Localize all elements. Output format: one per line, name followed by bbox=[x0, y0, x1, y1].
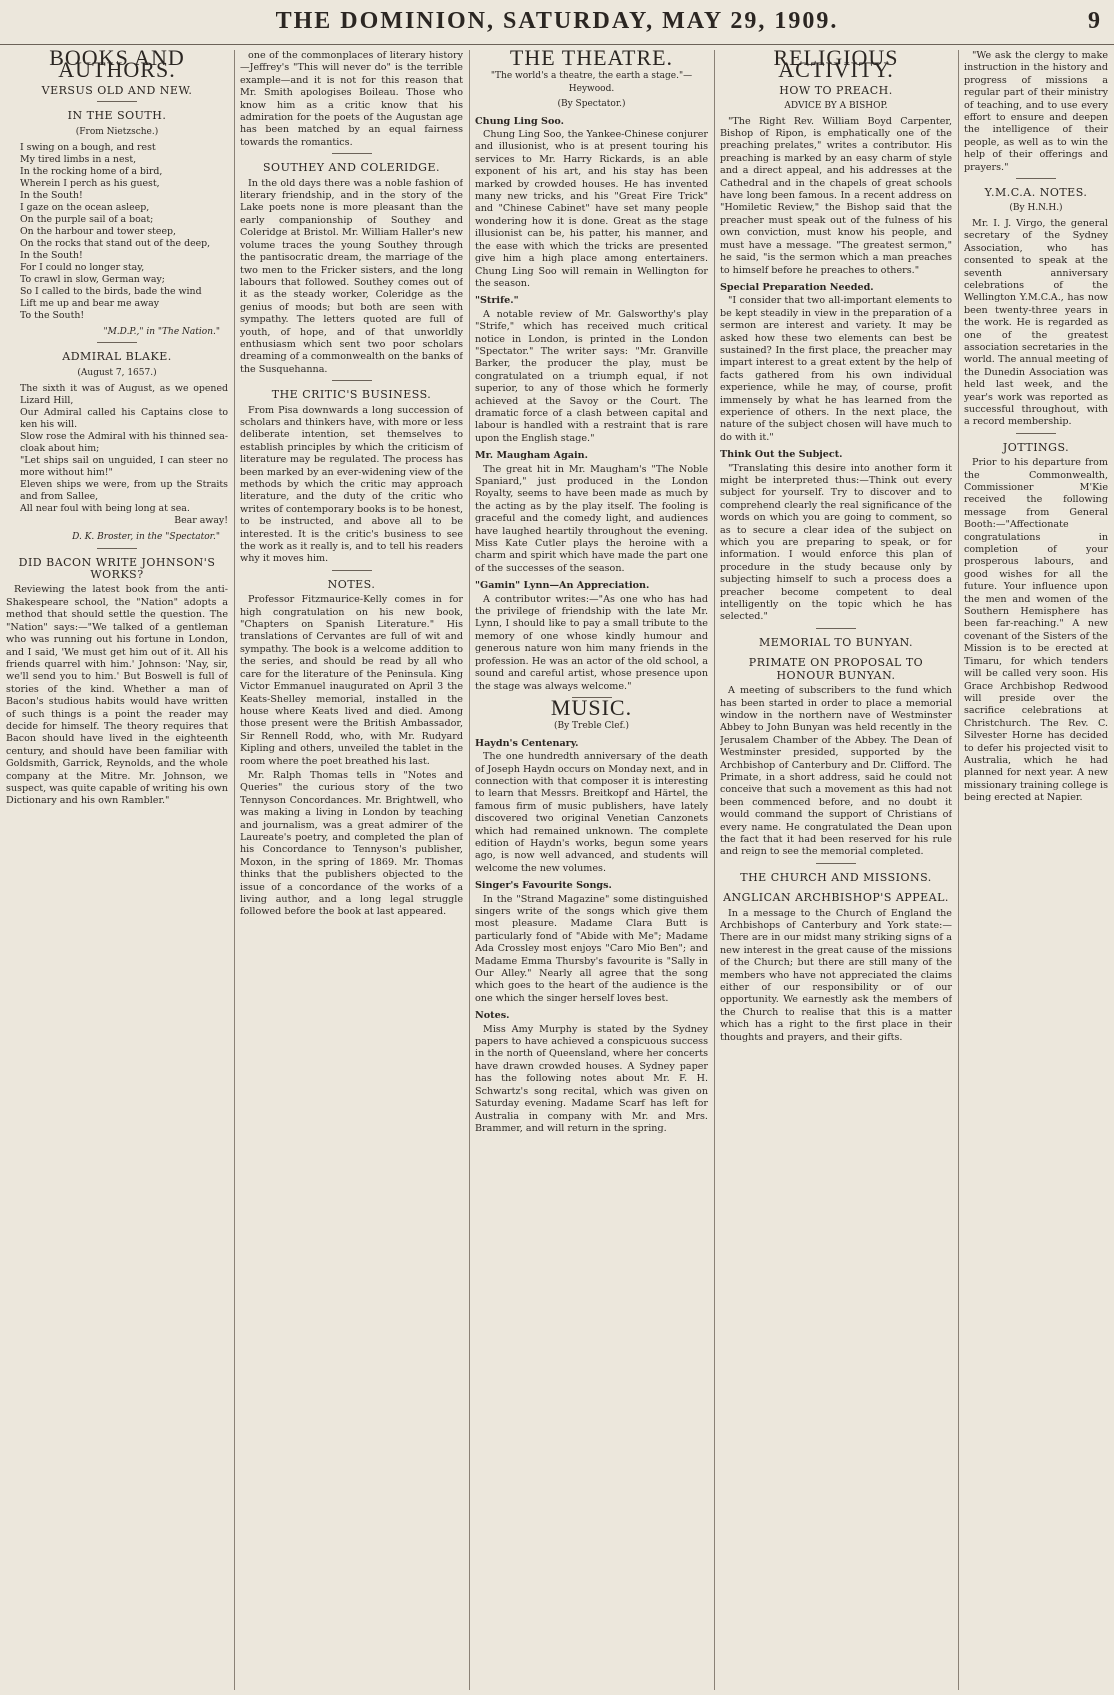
poem2-signature: D. K. Broster, in the "Spectator." bbox=[72, 532, 220, 543]
theatre-byline: (By Spectator.) bbox=[557, 99, 626, 110]
johnson-heading: DID BACON WRITE JOHNSON'S WORKS? bbox=[18, 555, 216, 582]
divider bbox=[97, 101, 137, 102]
lang-body: Mr. Ralph Thomas tells in "Notes and Queries" the curious story of the two Tennyson Concordances. Mr. Brightwell, who was making a living in London by teaching and journalism, was a great admirer of the Laureate's poetry, and completed the plan of his Concordance to Tennyson's publisher, Moxon, in the spring of 1869. Mr. Thomas thinks that the publishers objected to the issue of a concordance of the works of a living author, and a long legal struggle followed before the book at last appeared. bbox=[240, 769, 463, 918]
poem-line: Lift me up and bear me away bbox=[20, 298, 160, 310]
missions-body: In a message to the Church of England the Archbishops of Canterbury and York state:—There are in our midst many striking signs of a new interest in the great cause of the missions of the Church; but there are still many of the members who have not appreciated the claims either of our responsibility or of our opportunity. We earnestly ask the members of the Church to realise that this is a matter which has a right to the first place in their thoughts and prayers, and their gifts. bbox=[720, 907, 952, 1043]
critics-body: From Pisa downwards a long succession of scholars and thinkers have, with more or less deliberate intention, set themselves to establish principles by which the criticism of literature may be regulated. The process has been marked by an ever-widening view of the methods by which the critic may approach literature, and the duty of the critic who writes of contemporary books is to be honest, to be instructed, and above all to be interested. It is the critic's business to see the work as it really is, and to tell his readers why it moves him. bbox=[240, 404, 463, 565]
maugham-heading: Mr. Maugham Again. bbox=[475, 450, 589, 462]
poem-line: In the South! bbox=[20, 190, 83, 202]
southey-body: In the old days there was a noble fashion of literary friendship, and in the story of the Lake poets none is more pleasant than the early companionship of Southey and Coleridge at Bristol. Mr. William Haller's new volume traces the young Southey through the pantisocratic dream, the marriage of the two men to the Fricker sisters, and the long labours that followed. Southey comes out of it as the steady worker, Coleridge as the genius of moods; but both are seen with sympathy. The letters quoted are full of youth, of hope, and of that unworldly enthusiasm which sent two poor scholars dreaming of a commonwealth on the banks of the Susquehanna. bbox=[240, 177, 463, 375]
divider bbox=[816, 863, 856, 864]
poem-line: "Let ships sail on unguided, I can steer no more without him!" bbox=[20, 455, 228, 479]
poem2-title: ADMIRAL BLAKE. bbox=[62, 350, 172, 364]
poem-line: I gaze on the ocean asleep, bbox=[20, 202, 150, 214]
theatre-column bbox=[475, 50, 708, 1690]
religious-title: RELIGIOUS ACTIVITY. bbox=[773, 50, 899, 83]
jottings-heading: JOTTINGS. bbox=[1002, 440, 1070, 454]
maugham-body: The great hit in Mr. Maugham's "The Noble Spaniard," just produced in the London Royalty, seems to have been made as much by the acting as by the play itself. The fooling is graceful and the comedy light, and audiences have laughed heartily throughout the evening. Miss Kate Cutler plays the heroine with a charm and spirit which have made the part one of the successes of the season. bbox=[475, 463, 708, 574]
poem-line: Wherein I perch as his guest, bbox=[20, 178, 160, 190]
divider bbox=[1016, 178, 1056, 179]
poem-line: In the rocking home of a bird, bbox=[20, 166, 163, 178]
poem2 bbox=[6, 383, 228, 527]
critics-heading: THE CRITIC'S BUSINESS. bbox=[271, 388, 432, 402]
music-title: MUSIC. bbox=[550, 694, 633, 720]
theatre-epigraph: "The world's a theatre, the earth a stage."—Heywood. bbox=[490, 71, 693, 94]
missions-subheading: ANGLICAN ARCHBISHOP'S APPEAL. bbox=[723, 891, 949, 905]
poem1-signature: "M.D.P.," in "The Nation." bbox=[103, 327, 220, 338]
poem-line: On the purple sail of a boat; bbox=[20, 214, 154, 226]
poem1 bbox=[6, 142, 228, 322]
poem-line: In the South! bbox=[20, 250, 83, 262]
poem-line: Slow rose the Admiral with his thinned sea-cloak about him; bbox=[20, 431, 228, 455]
divider bbox=[97, 548, 137, 549]
ching-heading: Chung Ling Soo. bbox=[475, 115, 564, 127]
column-rule bbox=[714, 50, 715, 1690]
poem-line: Our Admiral called his Captains close to ken his will. bbox=[20, 407, 228, 431]
religious-column bbox=[720, 50, 952, 1690]
think-heading: Think Out the Subject. bbox=[720, 449, 843, 461]
poem-line: Bear away! bbox=[174, 515, 228, 527]
theatre-title: THE THEATRE. bbox=[509, 50, 674, 70]
appreciation-body: A contributor writes:—"As one who has had the privilege of friendship with the late Mr. Lynn, I should like to pay a small tribute to the memory of one whose kindly humour and generous nature won him many friends in the profession. He was an actor of the old school, a sound and careful artist, whose presence upon the stage was always welcome." bbox=[475, 593, 708, 692]
books-column bbox=[6, 50, 228, 1690]
poem-line: The sixth it was of August, as we opened Lizard Hill, bbox=[20, 383, 228, 407]
appreciation-heading: "Gamin" Lynn—An Appreciation. bbox=[475, 580, 650, 592]
strife-body: A notable review of Mr. Galsworthy's play "Strife," which has received much critical notice in London, is printed in the London "Spectator." The writer says: "Mr. Granville Barker, the producer the play, must be congratulated on a triumph equal, if not superior, to any of those which he formerly achieved at the Savoy or the Court. The dramatic force of a clash between capital and labour is handled with a restraint that is rare upon the English stage." bbox=[475, 308, 708, 444]
poem-line: Eleven ships we were, from up the Straits and from Sallee, bbox=[20, 479, 228, 503]
music-byline: (By Treble Clef.) bbox=[553, 721, 629, 732]
notes-body: Professor Fitzmaurice-Kelly comes in for high congratulation on his new book, "Chapters on Spanish Literature." His translations of Cervantes are full of wit and sympathy. The book is a welcome addition to the series, and should be read by all who care for the literature of the Peninsula. King Victor Emmanuel inaugurated on April 3 the Keats-Shelley memorial, installed in the house where Keats lived and died. Among those present were the British Ambassador, Sir Rennell Rodd, who, with Mr. Rudyard Kipling and others, unveiled the tablet in the room where the poet breathed his last. bbox=[240, 594, 463, 767]
bunyan-subheading: PRIMATE ON PROPOSAL TO HONOUR BUNYAN. bbox=[748, 656, 924, 682]
right-lead: "We ask the clergy to make instruction in the history and progress of missions a regular part of their ministry of teaching, and to use every effort to ensure and deepen the intelligence of their people, as well as to win the help of their offerings and prayers." bbox=[964, 50, 1108, 173]
poem-line: So I called to the birds, bade the wind bbox=[20, 286, 202, 298]
preach-body: "The Right Rev. William Boyd Carpenter, Bishop of Ripon, is emphatically one of the preaching prelates," writes a contributor. His preaching is marked by an easy charm of style and a direct appeal, and his addresses at the Cathedral and in the chapels of great schools have long been famous. In a recent address on "Homiletic Review," the Bishop said that the preacher must speak out of the fulness of his own conviction, must know his people, and must have a message. "The greatest sermon," he said, "is the sermon which a man preaches to himself before he preaches to others." bbox=[720, 115, 952, 276]
jottings-body: Prior to his departure from the Commonwealth, Commissioner M'Kie received the following message from General Booth:—"Affectionate congratulations in completion of your prosperous labours, and good wishes for all the future. Your influence upon the men and women of the Southern Hemisphere has been far-reaching." A new covenant of the Sisters of the Mission is to be erected at Timaru, for which tenders will be called very soon. His Grace Archbishop Redwood will preside over the sacrifice celebrations at Christchurch. The Rev. C. Silvester Horne has decided to defer his projected visit to Australia, which he had planned for next year. A new missionary training college is being erected at Napier. bbox=[964, 457, 1108, 804]
songs-body: In the "Strand Magazine" some distinguished singers write of the songs which give them most pleasure. Madame Clara Butt is particularly fond of "Abide with Me"; Madame Ada Crossley most enjoys "Caro Mio Ben"; and Madame Emma Thursby's favourite is "Sally in Our Alley." Nearly all agree that the song which goes to the heart of the audience is the one which the singer herself loves best. bbox=[475, 893, 708, 1004]
poem1-title: IN THE SOUTH. bbox=[67, 109, 167, 123]
preach-heading: HOW TO PREACH. bbox=[779, 83, 893, 97]
right-column bbox=[964, 50, 1108, 1690]
books-section-title: BOOKS AND AUTHORS. bbox=[49, 50, 185, 83]
divider bbox=[332, 570, 372, 571]
missions-heading: THE CHURCH AND MISSIONS. bbox=[740, 870, 932, 884]
divider bbox=[816, 628, 856, 629]
column-rule bbox=[958, 50, 959, 1690]
special-body: "I consider that two all-important elements to be kept steadily in view in the preparation of a sermon are interest and variety. It may be asked how these two elements can best be sustained? In the first place, the preacher may impart interest to a great extent by the help of facts gathered from his own individual experience, while he may, of course, profit immensely by what he has learned from the experience of others. In the next place, the nature of the subject chosen will have much to do with it." bbox=[720, 295, 952, 443]
music-notes-body: Miss Amy Murphy is stated by the Sydney papers to have achieved a conspicuous success in the north of Queensland, where her concerts have drawn crowded houses. A Sydney paper has the following notes about Mr. F. H. Schwartz's song recital, which was given on Saturday evening. Madame Scarf has left for Australia in company with Mr. and Mrs. Brammer, and will return in the spring. bbox=[475, 1023, 708, 1134]
ching-body: Chung Ling Soo, the Yankee-Chinese conjurer and illusionist, who is at present touring his services to Mr. Harry Rickards, is an able exponent of his art, and his stay has been marked by crowded houses. He has invented many new tricks, and his "Great Fire Trick" and "Chinese Cabinet" have set many people wondering how it is done. Great as the stage illusionist can be, his patter, his manner, and the ease with which the tricks are presented give him a high place among entertainers. Chung Ling Soo will remain in Wellington for the season. bbox=[475, 129, 708, 289]
ymca-heading: Y.M.C.A. NOTES. bbox=[984, 186, 1088, 200]
poem-line: To crawl in slow, German way; bbox=[20, 274, 165, 286]
middle-column bbox=[240, 50, 463, 1690]
poem2-date: (August 7, 1657.) bbox=[77, 367, 157, 378]
preach-subheading: ADVICE BY A BISHOP. bbox=[784, 101, 888, 112]
haydn-heading: Haydn's Centenary. bbox=[475, 737, 579, 749]
bunyan-heading: MEMORIAL TO BUNYAN. bbox=[758, 635, 914, 649]
poem-line: All near foul with being long at sea. bbox=[20, 503, 190, 515]
column-rule bbox=[234, 50, 235, 1690]
special-heading: Special Preparation Needed. bbox=[720, 281, 874, 293]
masthead bbox=[0, 4, 1114, 45]
poem-line: To the South! bbox=[20, 310, 85, 322]
bunyan-body: A meeting of subscribers to the fund which has been started in order to place a memorial window in the northern nave of Westminster Abbey to John Bunyan was held recently in the Jerusalem Chamber of the Abbey. The Dean of Westminster presided, supported by the Archbishop of Canterbury and Dr. Clifford. The Primate, in a short address, said he could not conceive that such a movement as this had not been commenced before, and no doubt it would command the support of Christians of every name. He congratulated the Dean upon the fact that it had been reserved for his rule and reign to see the memorial completed. bbox=[720, 685, 952, 858]
ymca-body: Mr. I. J. Virgo, the general secretary of the Sydney Association, who has consented to speak at the seventh anniversary celebrations of the Wellington Y.M.C.A., has now been twenty-three years in the work. He is regarded as one of the greatest association secretaries in the world. The annual meeting of the Dunedin Association was held last week, and the year's work was reported as successful throughout, with a record membership. bbox=[964, 217, 1108, 428]
verse-heading: VERSUS OLD AND NEW. bbox=[41, 83, 193, 97]
column-rule bbox=[469, 50, 470, 1690]
poem-line: For I could no longer stay, bbox=[20, 262, 145, 274]
ymca-byline: (By H.N.H.) bbox=[1009, 203, 1063, 214]
southey-heading: SOUTHEY AND COLERIDGE. bbox=[263, 161, 440, 175]
poem-line: On the harbour and tower steep, bbox=[20, 226, 177, 238]
divider bbox=[1016, 433, 1056, 434]
poem-line: I swing on a bough, and rest bbox=[20, 142, 156, 154]
page-number: 9 bbox=[1088, 8, 1100, 34]
poem-line: On the rocks that stand out of the deep, bbox=[20, 238, 211, 250]
poem1-source: (From Nietzsche.) bbox=[75, 126, 159, 137]
right-intro: one of the commonplaces of literary history—Jeffrey's "This will never do" is the terrible example—and it is not for this reason that Mr. Smith apologises Boileau. Those who know him as a critic know that his admiration for the poets of the Augustan age has been matched by an equal fairness towards the romantics. bbox=[240, 50, 463, 148]
songs-heading: Singer's Favourite Songs. bbox=[475, 880, 612, 892]
poem-line: My tired limbs in a nest, bbox=[20, 154, 137, 166]
divider bbox=[332, 380, 372, 381]
think-body: "Translating this desire into another form it might be interpreted thus:—Think out every subject for yourself. Try to discover and to comprehend clearly the real significance of the words on which you are going to comment, so as to secure a clear idea of the subject on which you are preparing to speak, or for information. I would enforce this plan of procedure in the study because only by subjecting himself to such a process does a preacher become competent to deal intelligently on the topic which he has selected." bbox=[720, 462, 952, 623]
masthead-title: THE DOMINION, SATURDAY, MAY 29, 1909. bbox=[275, 8, 839, 34]
haydn-body: The one hundredth anniversary of the death of Joseph Haydn occurs on Monday next, and in connection with that composer it is interesting to learn that Messrs. Breitkopf and Härtel, the famous firm of music publishers, have lately discovered two original Venetian Canzonets which had remained unknown. The complete edition of Haydn's works, begun some years ago, is now well advanced, and students will welcome the new volumes. bbox=[475, 751, 708, 874]
music-notes-heading: Notes. bbox=[475, 1010, 510, 1022]
divider bbox=[97, 342, 137, 343]
johnson-body: Reviewing the latest book from the anti-Shakespeare school, the "Nation" adopts a method that should settle the question. The "Nation" says:—"We talked of a gentleman who was running out his fortune in London, and I said, 'We must get him out of it. All his friends quarrel with him.' Johnson: 'Nay, sir, we'll send you to him.' But Boswell is full of stories of the kind. Whether a man of Bacon's studious habits would have written of such things is a point the reader may decide for himself. The theory requires that Bacon should have lived in the eighteenth century, and should have been familiar with Goldsmith, Garrick, Reynolds, and the whole company at the Mitre. Mr. Johnson, we suspect, was quite capable of writing his own Dictionary and his own Rambler." bbox=[6, 584, 228, 807]
strife-heading: "Strife." bbox=[475, 295, 519, 307]
notes-heading: NOTES. bbox=[327, 577, 376, 591]
divider bbox=[332, 153, 372, 154]
